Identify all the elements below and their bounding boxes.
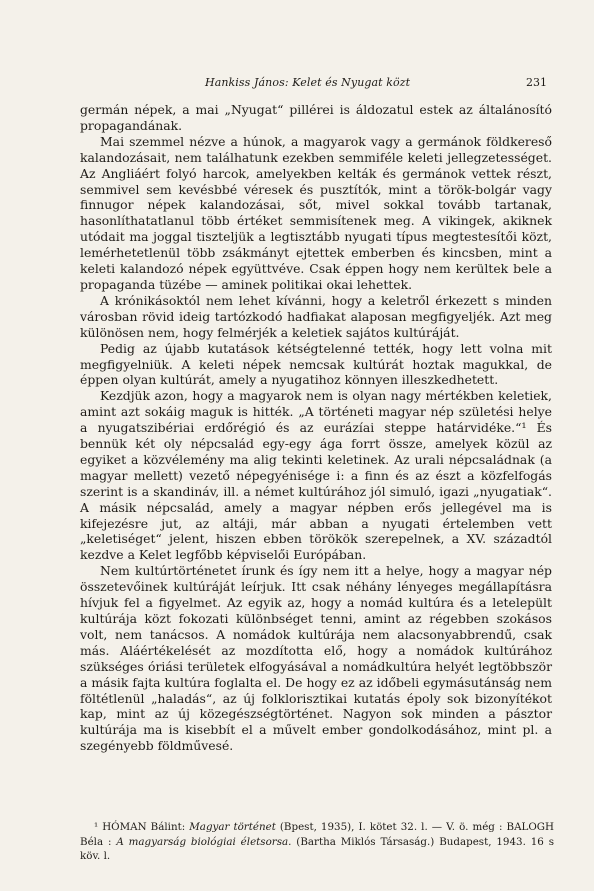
paragraph: Nem kultúrtörténetet írunk és így nem itt a helye, hogy a magyar nép összetevőinek kultúráját leírjuk. Itt csak néhány lényeges megállapításra hívjuk fel a figyelmet. Az egyik az, hogy a nomád kultúra és a letelepült kultúrája közt fokozati különbséget tenni, amint az régebben szokásos volt, nem tanácsos. A nomádok kultúrája nem alacsonyabbrendű, csak más. Aláértékelését az mozdította elő, hogy a nomádok kultúrához szükséges óriási területek elfogyásával a nomádkultúra helyét legtöbbször a másik fajta kultúra foglalta el. De hogy ez az időbeli egymásutánság nem föltétlenül „haladás“, az új folklorisztikai kutatás époly sok bizonyítékot kap, mint az új közegészségtörténet. Nagyon sok minden a pásztor kultúrája ma is kisebbít el a művelt ember gondolkodásához, mint pl. a szegényebb földművesé.: [80, 563, 552, 754]
footnote-title: A magyarság biológiai életsorsa.: [116, 835, 292, 848]
paragraph: Mai szemmel nézve a húnok, a magyarok vagy a germánok földkereső kalandozásait, nem találhatunk ezekben semmiféle keleti jellegzetességet. Az Angliáért folyó harcok, amelyekben kelták és germánok vettek részt, semmivel sem kevésbbé véresek és pusztítók, mint a török-bolgár vagy finnugor népek kalandozásai, sőt, mivel sokkal tovább tartanak, hasonlíthatatlanul több értéket semmisítenek meg. A vikingek, akiknek utódait ma joggal tiszteljük a legtisztább nyugati típus megtestesítői közt, lemérhetetlenül több zsákmányt ejtettek emberben és kincsben, mint a keleti kalandozó népek együttvéve. Csak éppen hogy nem kerültek bele a propaganda tüzébe — aminek politikai okai lehettek.: [80, 133, 552, 292]
body-text: [80, 102, 552, 754]
paragraph: germán népek, a mai „Nyugat“ pillérei is áldozatul estek az általánosító propagandának.: [80, 102, 552, 133]
footnote-details: (Bartha Miklós Társaság.) Budapest, 1943. 16 s köv. l.: [80, 835, 555, 863]
footnote-author: HÓMAN Bálint: [102, 821, 182, 833]
footnote-title: Magyar történet: [189, 821, 276, 833]
footnote-author: BALOGH Béla: [80, 821, 554, 848]
footnote-marker: ¹: [94, 821, 99, 833]
paragraph: Kezdjük azon, hogy a magyarok nem is olyan nagy mértékben keletiek, amint azt sokáig maguk is hitték. „A történeti magyar nép születési helye a nyugatszibériai erdőrégió és az eurázíai steppe határvidéke.“¹ És bennük két oly népcsalád egy-egy ága forrt össze, amelyek közül az egyiket a közvélemény ma alig tekinti keletinek. Az urali népcsaládnak (a magyar mellett) vezető népegyénisége i: a finn és az észt a közfelfogás szerint is a skandináv, ill. a német kultúrához jól simuló, igazi „nyugatiak“. A másik népcsalád, amely a magyar népben erős jellegével ma is kifejezésre jut, az altáji, már abban a nyugati értelemben vett „keletiséget“ jelent, hiszen ebben törökök szerepelnek, a XV. századtól kezdve a Kelet legfőbb képviselői Európában.: [80, 388, 552, 563]
paragraph: Pedig az újabb kutatások kétségtelenné tették, hogy lett volna mit megfigyelniük. A keleti népek nemcsak kultúrát hoztak magukkal, de éppen olyan kultúrát, amely a nyugatihoz könnyen illeszkedhetett.: [80, 340, 552, 388]
footnote: ¹ HÓMAN Bálint: Magyar történet (Bpest, 1935), I. kötet 32. l. — V. ö. még : BALOGH Béla : A magyarság biológiai életsorsa. (Bartha Miklós Társaság.) Budapest, 1943. 16 s köv. l.: [80, 821, 555, 863]
page-number: 231: [526, 76, 547, 89]
page-header: [0, 76, 594, 92]
running-title: Hankiss János: Kelet és Nyugat közt: [205, 76, 411, 89]
paragraph: A krónikásoktól nem lehet kívánni, hogy a keletről érkezett s minden városban rövid ideig tartózkodó hadfiakat alaposan megfigyeljék. Azt meg különösen nem, hogy felmérjék a keletiek sajátos kultúráját.: [80, 292, 552, 340]
footnote-details: (Bpest, 1935), I. kötet 32. l. — V. ö. még: [279, 821, 495, 833]
